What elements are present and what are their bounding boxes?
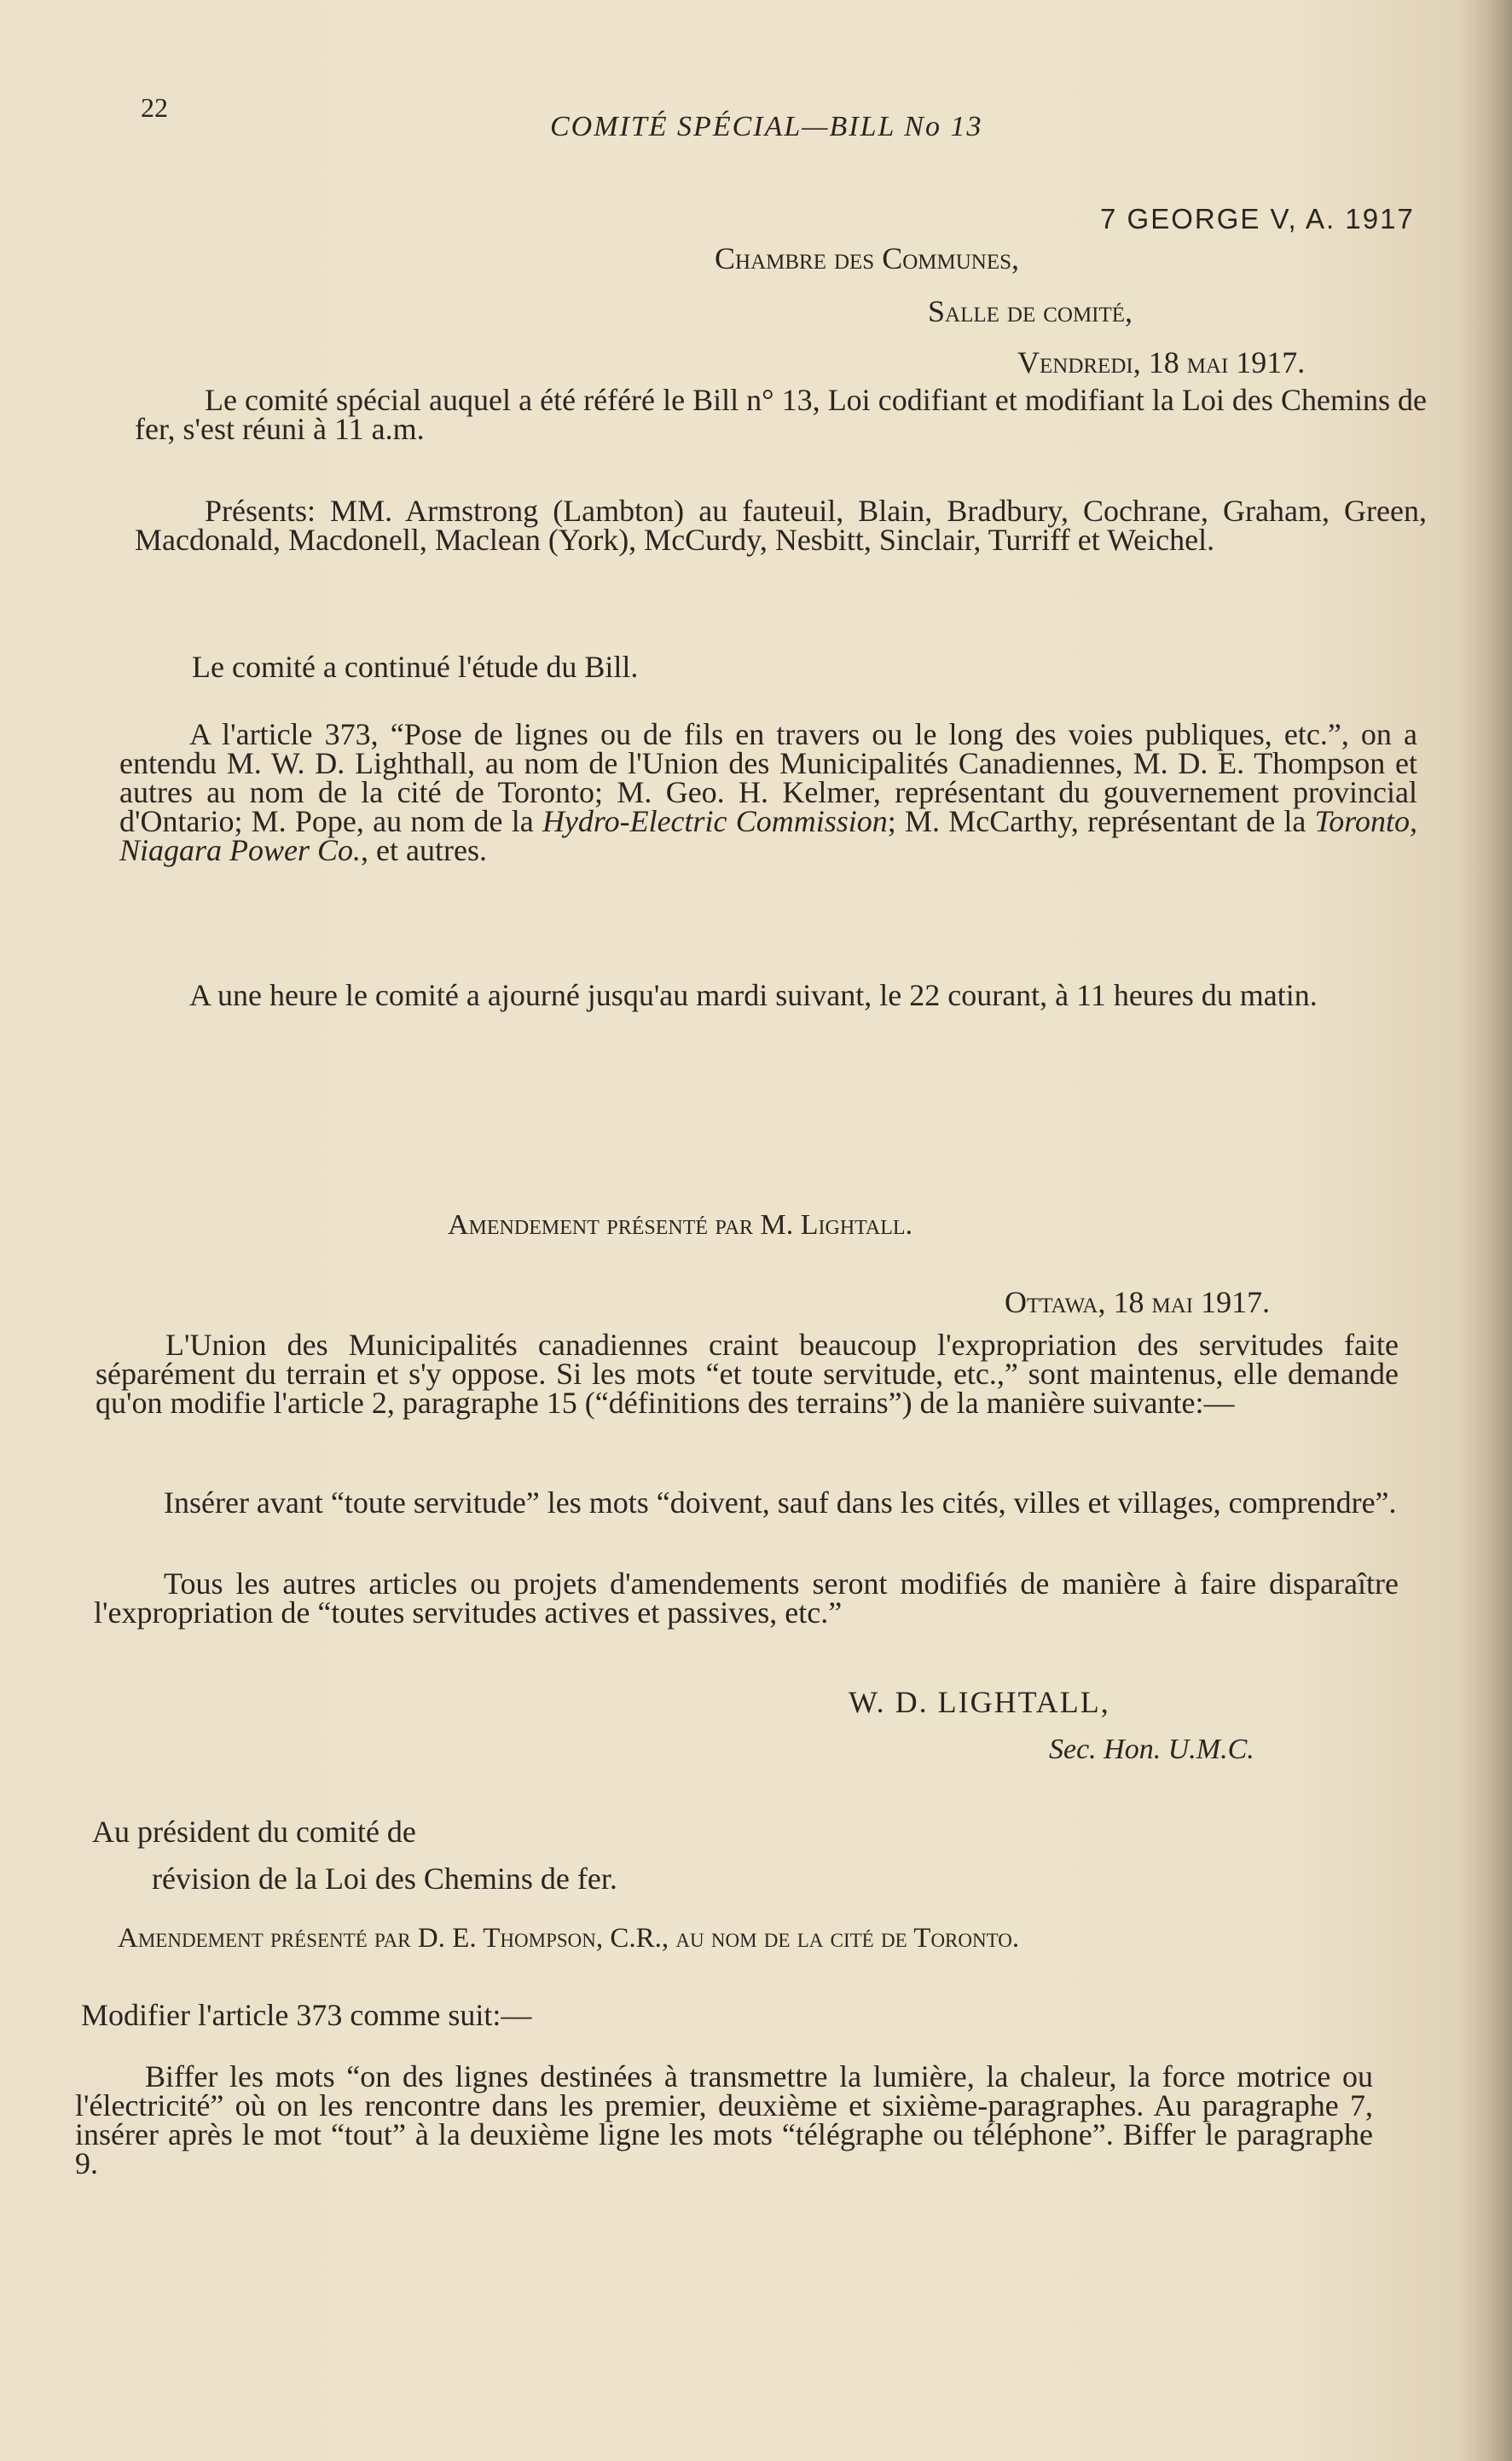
amendment-1-para-3 <box>94 1566 1399 1630</box>
running-title: COMITÉ SPÉCIAL—BILL No 13 <box>550 111 983 142</box>
amendment-1-dateline: Ottawa, 18 mai 1917. <box>1005 1285 1271 1319</box>
amendment-2-heading: Amendement présenté par D. E. Thompson, C.R., au nom de la cité de Toronto. <box>118 1923 1020 1954</box>
amendment-1-para-3-text: Tous les autres articles ou projets d'amendements seront modifiés de manière à faire disparaître l'expropriation de “toutes servitudes actives et passives, etc.” <box>94 1566 1399 1630</box>
page-spine-shadow <box>1461 0 1512 2461</box>
session-label: 7 GEORGE V, A. 1917 <box>1100 203 1415 235</box>
addressee-line-2: révision de la Loi des Chemins de fer. <box>152 1862 617 1896</box>
addressee-line-1: Au président du comité de <box>92 1815 416 1849</box>
signature-title: Sec. Hon. U.M.C. <box>1049 1734 1254 1765</box>
amendment-1-para-2 <box>94 1485 1399 1520</box>
dateline-room: Salle de comité, <box>928 294 1133 328</box>
meeting-continued: Le comité a continué l'étude du Bill. <box>192 650 639 684</box>
dateline-date: Vendredi, 18 mai 1917. <box>1017 345 1306 379</box>
dateline-chamber: Chambre des Communes, <box>715 241 1020 275</box>
meeting-adjourn <box>119 978 1409 1012</box>
article-373-text-b: Hydro-Electric Commission <box>542 804 888 838</box>
article-373-text-e: , et autres. <box>361 833 487 867</box>
signature-name: W. D. LIGHTALL, <box>849 1685 1110 1719</box>
amendment-2-intro: Modifier l'article 373 comme suit:— <box>81 1998 532 2032</box>
article-373-text-d: Toronto, Niagara Power Co. <box>119 804 1417 867</box>
amendment-1-para-1 <box>96 1328 1399 1420</box>
page-number: 22 <box>141 92 168 123</box>
article-373-text-c: ; M. McCarthy, représentant de la <box>887 804 1315 838</box>
meeting-present-text: Présents: MM. Armstrong (Lambton) au fauteuil, Blain, Bradbury, Cochrane, Graham, Green, Macdonald, Macdonell, Maclean (York), McCurdy, Nesbitt, Sinclair, Turriff et Weichel. <box>135 494 1427 557</box>
amendment-2-para-1-text: Biffer les mots “on des lignes destinées à transmettre la lumière, la chaleur, la force motrice ou l'électricité” où on les rencontre dans les premier, deuxième et sixième-paragraphes. Au paragraphe 7, insérer après le mot “tout” à la deuxième ligne les mots “télégraphe ou téléphone”. Biffer le paragraphe 9. <box>75 2059 1373 2180</box>
meeting-opening <box>135 383 1427 446</box>
meeting-present <box>135 494 1427 557</box>
amendment-1-heading: Amendement présenté par M. Lightall. <box>448 1209 913 1241</box>
article-373-text-a: A l'article 373, “Pose de lignes ou de fils en travers ou le long des voies publiques, etc.”, on a entendu M. W. D. Lighthall, au nom de l'Union des Municipalités Canadiennes, M. D. E. Thompson et autres au nom de la cité de Toronto; M. Geo. H. Kelmer, représentant du gouvernement provincial d'Ontario; M. Pope, au nom de la <box>119 717 1417 838</box>
meeting-opening-text: Le comité spécial auquel a été référé le Bill n° 13, Loi codifiant et modifiant la Loi des Chemins de fer, s'est réuni à 11 a.m. <box>135 383 1427 446</box>
amendment-1-para-1-text: L'Union des Municipalités canadiennes craint beaucoup l'expropriation des servitudes faite séparément du terrain et s'y oppose. Si les mots “et toute servitude, etc.,” sont maintenus, elle demande qu'on modifie l'article 2, paragraphe 15 (“définitions des terrains”) de la manière suivante:— <box>96 1328 1399 1420</box>
amendment-1-para-2-text: Insérer avant “toute servitude” les mots “doivent, sauf dans les cités, villes et villages, comprendre”. <box>164 1485 1397 1520</box>
amendment-2-para-1 <box>75 2059 1373 2180</box>
article-373-paragraph <box>119 717 1417 867</box>
meeting-adjourn-text: A une heure le comité a ajourné jusqu'au mardi suivant, le 22 courant, à 11 heures du matin. <box>189 978 1318 1012</box>
